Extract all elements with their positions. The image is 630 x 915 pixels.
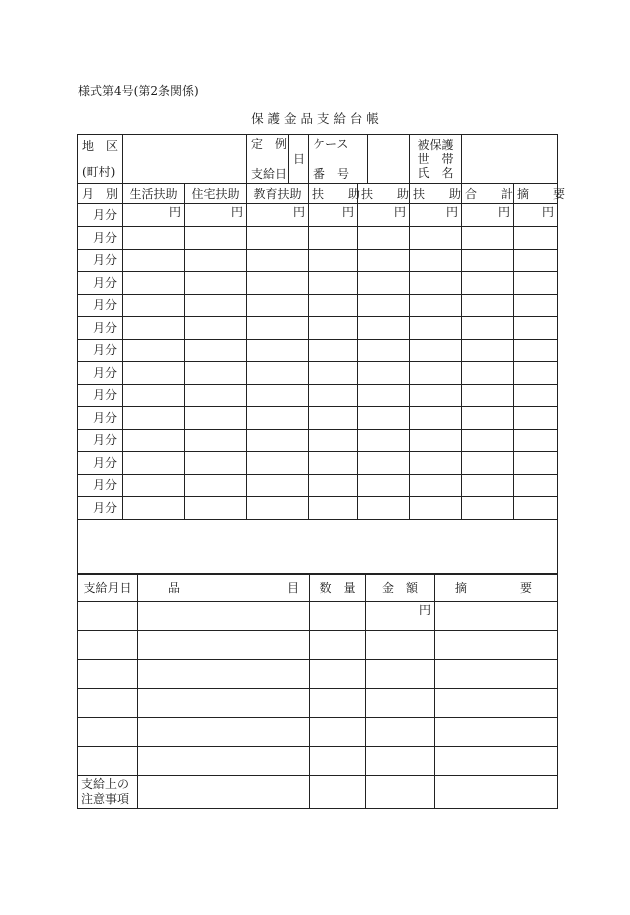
item-cell[interactable] <box>435 630 558 659</box>
caution-label-line-1: 支給上の <box>81 776 130 791</box>
table-row <box>78 384 558 407</box>
amount-cell[interactable] <box>247 407 309 430</box>
yen-unit[interactable]: 円 <box>185 204 247 227</box>
month-label: 月分 <box>78 452 123 475</box>
amount-cell[interactable] <box>410 452 462 475</box>
table-row <box>78 497 558 520</box>
amount-cell[interactable] <box>185 384 247 407</box>
item-cell[interactable] <box>435 746 558 775</box>
monthly-header-row <box>78 184 558 204</box>
yen-unit[interactable]: 円 <box>514 204 558 227</box>
recipient-label-cell <box>410 135 462 184</box>
amount-cell[interactable] <box>358 272 410 295</box>
amount-cell[interactable] <box>462 407 514 430</box>
yen-unit[interactable]: 円 <box>358 204 410 227</box>
table-row <box>78 429 558 452</box>
amount-cell[interactable] <box>462 294 514 317</box>
recipient-label-3: 氏 名 <box>417 166 454 180</box>
col-aid-2: 扶 助 <box>358 184 410 204</box>
item-cell[interactable] <box>78 630 138 659</box>
caution-label <box>78 775 138 808</box>
amount-cell[interactable] <box>309 407 358 430</box>
amount-cell[interactable] <box>514 317 558 340</box>
amount-cell[interactable] <box>410 317 462 340</box>
item-cell[interactable] <box>366 659 435 688</box>
amount-cell[interactable] <box>358 407 410 430</box>
month-label: 月分 <box>78 362 123 385</box>
table-row <box>78 452 558 475</box>
col-total: 合 計 <box>462 184 514 204</box>
table-row <box>78 227 558 250</box>
item-cell[interactable] <box>366 688 435 717</box>
amount-cell[interactable] <box>247 294 309 317</box>
amount-cell[interactable] <box>514 474 558 497</box>
amount-cell[interactable] <box>247 452 309 475</box>
amount-cell[interactable] <box>247 227 309 250</box>
district-sub-label: (町村) <box>82 165 116 179</box>
amount-cell[interactable] <box>514 249 558 272</box>
item-header-row <box>78 574 558 601</box>
col-item-remarks-label-2: 要 <box>519 580 532 595</box>
item-cell[interactable] <box>366 717 435 746</box>
amount-cell[interactable] <box>123 272 185 295</box>
amount-cell[interactable] <box>358 339 410 362</box>
recipient-label-1: 被保護 <box>417 138 454 152</box>
amount-cell[interactable] <box>514 294 558 317</box>
item-cell[interactable] <box>366 630 435 659</box>
amount-cell[interactable] <box>514 272 558 295</box>
amount-cell[interactable] <box>185 407 247 430</box>
amount-cell[interactable] <box>185 452 247 475</box>
amount-cell[interactable] <box>309 294 358 317</box>
amount-cell[interactable] <box>514 407 558 430</box>
amount-cell[interactable] <box>123 249 185 272</box>
table-row <box>78 249 558 272</box>
yen-unit[interactable]: 円 <box>410 204 462 227</box>
month-label: 月分 <box>78 204 123 227</box>
amount-cell[interactable] <box>185 474 247 497</box>
yen-unit[interactable]: 円 <box>247 204 309 227</box>
yen-unit[interactable]: 円 <box>462 204 514 227</box>
item-row <box>78 630 558 659</box>
case-label: ケース <box>313 137 349 151</box>
item-name-cell[interactable] <box>138 601 310 630</box>
amount-cell[interactable] <box>358 384 410 407</box>
monthly-notes-row <box>78 519 558 573</box>
col-aid-1: 扶 助 <box>309 184 358 204</box>
amount-cell[interactable] <box>514 429 558 452</box>
amount-cell[interactable] <box>247 429 309 452</box>
item-cell[interactable] <box>435 659 558 688</box>
amount-cell[interactable] <box>123 227 185 250</box>
month-label: 月分 <box>78 497 123 520</box>
item-cell[interactable] <box>310 746 366 775</box>
amount-cell[interactable] <box>185 272 247 295</box>
col-item-label-2: 目 <box>286 580 299 595</box>
item-cell[interactable] <box>78 746 138 775</box>
col-item-remarks-label-1: 摘 <box>455 580 468 595</box>
item-cell[interactable] <box>366 746 435 775</box>
item-cell[interactable] <box>310 688 366 717</box>
amount-cell[interactable] <box>309 429 358 452</box>
case-number-cell[interactable] <box>309 135 410 184</box>
regular-label: 定 例 <box>251 137 288 151</box>
item-cell[interactable] <box>310 717 366 746</box>
form-number: 様式第4号(第2条関係) <box>78 84 199 98</box>
yen-unit[interactable]: 円 <box>309 204 358 227</box>
amount-cell[interactable] <box>410 362 462 385</box>
col-item-remarks <box>435 574 558 601</box>
caution-cell[interactable] <box>435 775 558 808</box>
item-cell[interactable] <box>78 688 138 717</box>
table-row <box>78 407 558 430</box>
amount-cell[interactable] <box>358 317 410 340</box>
amount-cell[interactable] <box>185 317 247 340</box>
col-quantity: 数 量 <box>310 574 366 601</box>
case-number-value[interactable] <box>368 135 409 183</box>
item-remarks-cell[interactable] <box>435 601 558 630</box>
amount-cell[interactable] <box>358 474 410 497</box>
day-unit: 日 <box>292 152 305 166</box>
amount-cell[interactable] <box>185 362 247 385</box>
month-label: 月分 <box>78 227 123 250</box>
col-aid-3: 扶 助 <box>410 184 462 204</box>
item-cell[interactable] <box>138 717 310 746</box>
amount-cell[interactable] <box>123 429 185 452</box>
month-label: 月分 <box>78 339 123 362</box>
amount-cell[interactable] <box>247 384 309 407</box>
amount-cell[interactable] <box>410 272 462 295</box>
amount-cell[interactable] <box>410 474 462 497</box>
item-cell[interactable] <box>138 659 310 688</box>
item-cell[interactable] <box>138 688 310 717</box>
recipient-name-value[interactable] <box>462 135 558 184</box>
item-cell[interactable] <box>138 746 310 775</box>
amount-cell[interactable] <box>247 339 309 362</box>
month-label: 月分 <box>78 384 123 407</box>
amount-cell[interactable] <box>514 452 558 475</box>
amount-cell[interactable] <box>123 407 185 430</box>
item-row <box>78 688 558 717</box>
amount-cell[interactable] <box>358 497 410 520</box>
item-amount-yen[interactable]: 円 <box>366 601 435 630</box>
district-label-cell <box>78 135 123 184</box>
amount-cell[interactable] <box>123 384 185 407</box>
district-value[interactable] <box>123 135 247 184</box>
amount-cell[interactable] <box>123 452 185 475</box>
in-kind-items-table <box>77 573 558 809</box>
caution-label-line-2: 注意事項 <box>81 791 130 806</box>
amount-cell[interactable] <box>462 249 514 272</box>
amount-cell[interactable] <box>309 497 358 520</box>
col-amount: 金 額 <box>366 574 435 601</box>
amount-cell[interactable] <box>123 497 185 520</box>
amount-cell[interactable] <box>358 362 410 385</box>
month-label: 月分 <box>78 474 123 497</box>
amount-cell[interactable] <box>185 339 247 362</box>
monthly-notes-area[interactable] <box>78 519 558 573</box>
amount-cell[interactable] <box>247 249 309 272</box>
amount-cell[interactable] <box>309 362 358 385</box>
amount-cell[interactable] <box>462 384 514 407</box>
col-item <box>138 574 310 601</box>
amount-cell[interactable] <box>462 339 514 362</box>
amount-cell[interactable] <box>358 249 410 272</box>
recipient-label-2: 世 帯 <box>417 152 454 166</box>
amount-cell[interactable] <box>514 339 558 362</box>
amount-cell[interactable] <box>309 339 358 362</box>
col-education-aid: 教育扶助 <box>247 184 309 204</box>
amount-cell[interactable] <box>462 497 514 520</box>
amount-cell[interactable] <box>358 294 410 317</box>
amount-cell[interactable] <box>309 249 358 272</box>
item-qty-cell[interactable] <box>310 601 366 630</box>
amount-cell[interactable] <box>185 497 247 520</box>
month-label: 月分 <box>78 249 123 272</box>
item-cell[interactable] <box>310 659 366 688</box>
item-cell[interactable] <box>78 717 138 746</box>
col-month: 月 別 <box>78 184 123 204</box>
col-living-aid: 生活扶助 <box>123 184 185 204</box>
amount-cell[interactable] <box>462 227 514 250</box>
amount-cell[interactable] <box>462 452 514 475</box>
item-date-cell[interactable] <box>78 601 138 630</box>
item-cell[interactable] <box>435 717 558 746</box>
amount-cell[interactable] <box>123 339 185 362</box>
amount-cell[interactable] <box>309 384 358 407</box>
amount-cell[interactable] <box>514 497 558 520</box>
month-label: 月分 <box>78 294 123 317</box>
amount-cell[interactable] <box>247 474 309 497</box>
table-row <box>78 339 558 362</box>
amount-cell[interactable] <box>514 362 558 385</box>
amount-cell[interactable] <box>185 294 247 317</box>
monthly-payment-table <box>77 134 566 574</box>
item-row <box>78 746 558 775</box>
amount-cell[interactable] <box>410 407 462 430</box>
amount-cell[interactable] <box>462 317 514 340</box>
amount-cell[interactable] <box>123 294 185 317</box>
amount-cell[interactable] <box>185 429 247 452</box>
col-housing-aid: 住宅扶助 <box>185 184 247 204</box>
amount-cell[interactable] <box>123 362 185 385</box>
case-number-label: 番 号 <box>313 167 350 181</box>
district-label: 地 区 <box>82 139 119 153</box>
month-label: 月分 <box>78 317 123 340</box>
table-row <box>78 272 558 295</box>
col-remarks: 摘 要 <box>514 184 558 204</box>
caution-row <box>78 775 558 808</box>
caution-cell[interactable] <box>366 775 435 808</box>
amount-cell[interactable] <box>462 272 514 295</box>
amount-cell[interactable] <box>185 227 247 250</box>
amount-cell[interactable] <box>410 429 462 452</box>
item-row <box>78 717 558 746</box>
table-row <box>78 362 558 385</box>
month-label: 月分 <box>78 272 123 295</box>
table-row <box>78 474 558 497</box>
month-label: 月分 <box>78 407 123 430</box>
table-row <box>78 317 558 340</box>
amount-cell[interactable] <box>123 474 185 497</box>
regular-date-cell[interactable] <box>247 135 309 184</box>
item-cell[interactable] <box>435 688 558 717</box>
amount-cell[interactable] <box>358 429 410 452</box>
col-item-label-1: 品 <box>168 580 181 595</box>
table-row <box>78 294 558 317</box>
amount-cell[interactable] <box>462 362 514 385</box>
amount-cell[interactable] <box>309 317 358 340</box>
item-row <box>78 659 558 688</box>
amount-cell[interactable] <box>410 294 462 317</box>
amount-cell[interactable] <box>410 384 462 407</box>
document-title: 保 護 金 品 支 給 台 帳 <box>251 111 379 126</box>
amount-cell[interactable] <box>309 272 358 295</box>
amount-cell[interactable] <box>123 317 185 340</box>
amount-cell[interactable] <box>410 249 462 272</box>
amount-cell[interactable] <box>247 272 309 295</box>
item-cell[interactable] <box>310 630 366 659</box>
amount-cell[interactable] <box>247 362 309 385</box>
amount-cell[interactable] <box>358 452 410 475</box>
amount-cell[interactable] <box>247 317 309 340</box>
amount-cell[interactable] <box>410 497 462 520</box>
amount-cell[interactable] <box>514 384 558 407</box>
payday-label: 支給日 <box>251 167 288 181</box>
amount-cell[interactable] <box>309 474 358 497</box>
item-row <box>78 601 558 630</box>
amount-cell[interactable] <box>309 227 358 250</box>
amount-cell[interactable] <box>462 474 514 497</box>
yen-unit[interactable]: 円 <box>123 204 185 227</box>
amount-cell[interactable] <box>410 227 462 250</box>
caution-cell[interactable] <box>310 775 366 808</box>
caution-cell[interactable] <box>138 775 310 808</box>
table-row <box>78 204 558 227</box>
month-label: 月分 <box>78 429 123 452</box>
col-payment-date: 支給月日 <box>78 574 138 601</box>
amount-cell[interactable] <box>410 339 462 362</box>
item-cell[interactable] <box>78 659 138 688</box>
item-cell[interactable] <box>138 630 310 659</box>
amount-cell[interactable] <box>247 497 309 520</box>
amount-cell[interactable] <box>309 452 358 475</box>
amount-cell[interactable] <box>358 227 410 250</box>
amount-cell[interactable] <box>185 249 247 272</box>
amount-cell[interactable] <box>462 429 514 452</box>
amount-cell[interactable] <box>514 227 558 250</box>
